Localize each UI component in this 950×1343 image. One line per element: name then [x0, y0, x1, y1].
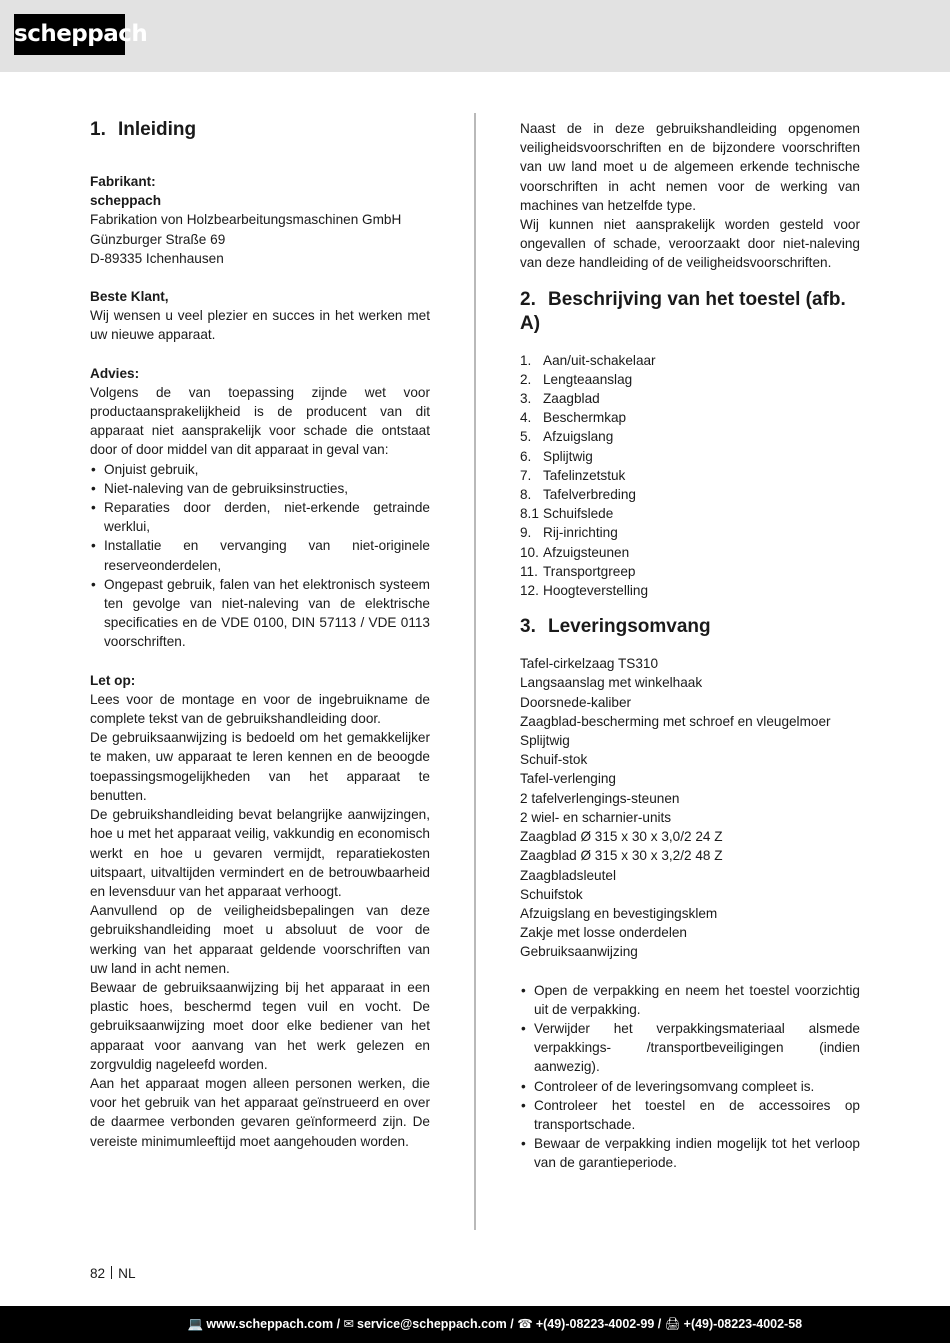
- section-3-heading: [520, 615, 860, 639]
- list-item: 11. Transportgreep: [520, 563, 636, 579]
- list-item: • Onjuist gebruik,: [90, 460, 430, 479]
- section-title: Leveringsomvang: [548, 616, 711, 638]
- list-item: Langsaanslag met winkelhaak: [520, 675, 703, 691]
- mail-icon: ✉: [343, 1317, 355, 1331]
- scheppach-logo: scheppach: [14, 14, 125, 55]
- list-item: Zaagblad-bescherming met schroef en vleugelmoer: [520, 713, 831, 729]
- note-label: Let op:: [90, 672, 136, 688]
- section-number: 2.: [520, 288, 536, 310]
- note-paragraph: Aanvullend op de veiligheidsbepalingen van deze gebruikshandleiding moet u absoluut de voor de werking van het apparaat geldende voorschriften van uw land in acht nemen.: [90, 903, 430, 976]
- list-item: • Open de verpakking en neem het toestel voorzichtig uit de verpakking.: [520, 981, 860, 1019]
- address-line: Günzburger Straße 69: [90, 231, 226, 247]
- list-item: • Controleer of de leveringsomvang compleet is.: [520, 1077, 860, 1096]
- list-item: 3. Zaagblad: [520, 391, 600, 407]
- list-item: 9. Rij-inrichting: [520, 525, 618, 541]
- address-line: D-89335 Ichenhausen: [90, 250, 224, 266]
- list-item: Zaagbladsleutel: [520, 867, 616, 883]
- list-item: Zaagblad Ø 315 x 30 x 3,0/2 24 Z: [520, 829, 723, 845]
- list-item: • Bewaar de verpakking indien mogelijk tot het verloop van de garantieperiode.: [520, 1134, 860, 1172]
- page-language: NL: [118, 1266, 136, 1281]
- greeting-label: Beste Klant,: [90, 289, 169, 305]
- advice-list: [90, 460, 430, 652]
- note-paragraph: Lees voor de montage en voor de ingebruikname de complete tekst van de gebruikshandleiding door.: [90, 691, 430, 727]
- list-item: 12. Hoogteverstelling: [520, 583, 649, 599]
- page-number-value: 82: [90, 1266, 106, 1281]
- list-item: 1. Aan/uit-schakelaar: [520, 352, 656, 368]
- list-item: 4. Beschermkap: [520, 410, 627, 426]
- greeting-text: Wij wensen u veel plezier en succes in het werken met uw nieuwe apparaat.: [90, 308, 430, 343]
- list-item: Zaagblad Ø 315 x 30 x 3,2/2 48 Z: [520, 848, 723, 864]
- footer-web-link[interactable]: www.scheppach.com: [206, 1317, 334, 1331]
- footer-fax: +(49)-08223-4002-58: [683, 1317, 803, 1331]
- phone-icon: ☎: [517, 1317, 533, 1331]
- continued-paragraph: Naast de in deze gebruikshandleiding opgenomen veiligheidsvoorschriften en de bijzondere voorschriften van uw land moet u de algemeen erkende technische voorschriften in acht nemen voor de werking van machines van hetzelfde type.: [520, 121, 860, 213]
- parts-list: [520, 351, 860, 601]
- list-item: 10. Afzuigsteunen: [520, 544, 630, 560]
- list-item: 2 tafelverlengings-steunen: [520, 790, 680, 806]
- list-item: Zakje met losse onderdelen: [520, 925, 687, 941]
- note-paragraph: Bewaar de gebruiksaanwijzing bij het apparaat in een plastic hoes, beschermd tegen vuil en vocht. De gebruiksaanwijzing moet door elke bediener van het apparaat voor aanvang van het werk gelezen en zorgvuldig nageleefd worden.: [90, 979, 430, 1072]
- list-item: Splijtwig: [520, 733, 570, 749]
- manufacturer-name: scheppach: [90, 193, 162, 209]
- computer-icon: 💻: [187, 1317, 204, 1331]
- list-item: Schuif-stok: [520, 752, 588, 768]
- list-item: Gebruiksaanwijzing: [520, 944, 638, 960]
- list-item: • Niet-naleving van de gebruiksinstructies,: [90, 479, 430, 498]
- unpacking-checklist: [520, 981, 860, 1173]
- section-1-heading: [90, 118, 430, 142]
- delivery-list: [520, 654, 860, 961]
- list-item: 6. Splijtwig: [520, 448, 593, 464]
- section-title: Inleiding: [118, 119, 197, 140]
- list-item: Afzuigslang en bevestigingsklem: [520, 905, 718, 921]
- list-item: 2. Lengteaanslag: [520, 371, 633, 387]
- list-item: 8. Tafelverbreding: [520, 487, 636, 503]
- advice-text: Volgens de van toepassing zijnde wet voor productaansprakelijkheid is de producent van dit apparaat niet aansprakelijk voor schade die ontstaat door of door middel van dit apparaat in geval van:: [90, 384, 430, 458]
- list-item: Doorsnede-kaliber: [520, 694, 632, 710]
- section-number: 3.: [520, 616, 536, 638]
- manufacturer-label: Fabrikant:: [90, 174, 156, 189]
- footer-phone: +(49)-08223-4002-99: [535, 1317, 655, 1331]
- list-item: • Reparaties door derden, niet-erkende getrainde werklui,: [90, 498, 430, 536]
- page-separator: [111, 1266, 112, 1279]
- advice-label: Advies:: [90, 365, 140, 381]
- address-line: Fabrikation von Holzbearbeitungsmaschinen GmbH: [90, 212, 402, 228]
- list-item: • Verwijder het verpakkingsmateriaal alsmede verpakkings- /transportbeveiligingen (indien aanwezig).: [520, 1019, 860, 1077]
- list-item: 2 wiel- en scharnier-units: [520, 809, 672, 825]
- note-paragraph: Aan het apparaat mogen alleen personen werken, die voor het gebruik van het apparaat geïnstrueerd en over de daarmee verbonden gevaren geïnformeerd zijn. De vereiste minimumleeftijd moet aangehouden worden.: [90, 1075, 430, 1149]
- list-item: Tafel-cirkelzaag TS310: [520, 656, 659, 672]
- footer-email-link[interactable]: service@scheppach.com: [357, 1317, 507, 1331]
- right-column: [520, 119, 860, 1173]
- section-title: Beschrijving van het toestel (afb. A): [520, 288, 846, 334]
- list-item: Schuifstok: [520, 886, 583, 902]
- list-item: 7. Tafelinzetstuk: [520, 467, 626, 483]
- column-divider: [474, 113, 476, 1230]
- fax-icon: 🖨: [664, 1317, 681, 1331]
- left-column: [90, 118, 430, 1151]
- page-number: [90, 1265, 136, 1283]
- list-item: 8.1 Schuifslede: [520, 506, 614, 522]
- list-item: • Ongepast gebruik, falen van het elektronisch systeem ten gevolge van niet-naleving van de elektrische specificaties en de VDE 0100, DIN 57113 / VDE 0113 voorschriften.: [90, 575, 430, 652]
- note-paragraph: De gebruikshandleiding bevat belangrijke aanwijzingen, hoe u met het apparaat veilig, vakkundig en economisch werkt en hoe u gevaren vermijdt, reparatiekosten uitspaart, uitvaltijden vermindert en de betrouwbaarheid en levensduur van het apparaat verhoogt.: [90, 807, 430, 899]
- note-paragraph: De gebruiksaanwijzing is bedoeld om het gemakkelijker te maken, uw apparaat te leren kennen en de beoogde toepassingsmogelijkheden van het apparaat te benutten.: [90, 730, 430, 803]
- list-item: • Installatie en vervanging van niet-originele reserveonderdelen,: [90, 536, 430, 574]
- header-band: [0, 0, 950, 72]
- continued-paragraph: Wij kunnen niet aansprakelijk worden gesteld voor ongevallen of schade, veroorzaakt door niet-naleving van deze handleiding of de veiligheidsvoorschriften.: [520, 217, 860, 271]
- list-item: • Controleer het toestel en de accessoires op transportschade.: [520, 1096, 860, 1134]
- section-2-heading: [520, 288, 860, 336]
- footer-bar: 💻 www.scheppach.com / ✉ service@scheppach.com / ☎ +(49)-08223-4002-99 / 🖨 +(49)-08223-4002-58: [0, 1306, 950, 1343]
- list-item: 5. Afzuigslang: [520, 429, 614, 445]
- list-item: Tafel-verlenging: [520, 771, 616, 787]
- section-number: 1.: [90, 119, 106, 140]
